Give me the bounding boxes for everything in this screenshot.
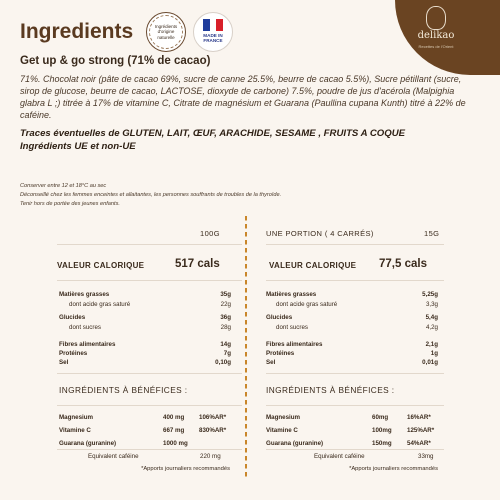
benefit-ar: 54%AR* — [407, 440, 431, 447]
origin-badge-text: Ingrédients d'origine naturelle — [154, 24, 178, 40]
france-badge-text: MADE IN FRANCE — [203, 33, 223, 44]
nutrient-value: 2,1g — [425, 341, 438, 348]
brand-tagline: Recettes de l'Orient — [418, 44, 454, 49]
right-cal-value: 77,5 cals — [379, 258, 427, 270]
benefit-ar: 830%AR* — [199, 427, 227, 434]
note-warning: Déconseillé chez les femmes enceintes et allaitantes, les personnes souffrants de troubles de la thyroïde. — [20, 191, 282, 198]
nutrient-row — [266, 314, 438, 321]
page-title: Ingredients — [20, 20, 134, 43]
nutrient-value: 5,4g — [425, 314, 438, 321]
benefit-ar: 16%AR* — [407, 414, 431, 421]
nutrient-row — [59, 359, 231, 366]
traces-text: Traces éventuelles de GLUTEN, LAIT, ŒUF, ARACHIDE, SESAME , FRUITS A COQUE — [20, 128, 406, 139]
benefit-amount: 100mg — [372, 427, 392, 434]
storage-notes — [20, 182, 480, 209]
nutrient-value: 5,25g — [422, 291, 438, 298]
nutrient-label: Sel — [266, 359, 276, 366]
benefit-amount: 60mg — [372, 414, 389, 421]
nutrient-value: 14g — [220, 341, 231, 348]
nutrient-row — [266, 291, 438, 298]
nutrient-value: 0,10g — [215, 359, 231, 366]
right-cal-rule — [266, 280, 444, 281]
nutrient-row — [59, 291, 231, 298]
natural-origin-badge — [146, 12, 186, 52]
left-caffeine-label: Equivalent caféine — [88, 453, 139, 460]
left-nutrient-rule — [57, 373, 242, 374]
left-benefits-title: INGRÉDIENTS À BÉNÉFICES : — [59, 385, 188, 395]
nutrient-label: Glucides — [59, 314, 86, 321]
nutrient-value: 36g — [220, 314, 231, 321]
nutrient-row — [59, 314, 231, 321]
nutrient-label: Matières grasses — [266, 291, 317, 298]
nutrient-value: 28g — [220, 324, 231, 331]
left-benefits-bottom-rule — [57, 449, 242, 450]
nutrient-label: Sel — [59, 359, 69, 366]
benefit-amount: 400 mg — [163, 414, 185, 421]
left-caffeine-value: 220 mg — [200, 453, 221, 460]
column-divider — [245, 216, 247, 478]
benefit-name: Magnesium — [266, 414, 301, 421]
benefit-name: Vitamine C — [266, 427, 298, 434]
french-flag-icon — [203, 19, 223, 31]
right-header-value: 15G — [424, 229, 440, 238]
nutrient-value: 4,2g — [425, 324, 438, 331]
benefit-name: Guarana (guranine) — [266, 440, 324, 447]
left-header-rule — [57, 244, 242, 245]
left-benefits-rule — [57, 405, 242, 406]
origin-line: Ingrédients UE et non-UE — [20, 140, 136, 152]
benefit-ar: 125%AR* — [407, 427, 435, 434]
left-cal-value: 517 cals — [175, 258, 220, 270]
made-in-france-badge — [193, 12, 233, 52]
benefit-ar: 106%AR* — [199, 414, 227, 421]
right-benefits-title: INGRÉDIENTS À BÉNÉFICES : — [266, 385, 395, 395]
ingredients-text: 71%. Chocolat noir (pâte de cacao 69%, sucre de canne 25.5%, beurre de cacao 5.5%), Sucre pétillant (sucre, sirop de glucose, beurre de cacao, LACTOSE, dioxyde de carbone) 7.5%, poudre de jus d'acérola (Malpighia glabra L ;) titrée à 17% de vitamine C, Citrate de magnésium et Guarana (Paullina cupana Kunth) titré à 22% de caféine. — [20, 74, 466, 120]
brand-face-icon — [426, 6, 446, 30]
benefit-name: Guarana (guranine) — [59, 440, 117, 447]
benefit-amount: 150mg — [372, 440, 392, 447]
nutrient-label: Matières grasses — [59, 291, 110, 298]
nutrient-label: Protéines — [59, 350, 88, 357]
benefit-name: Magnesium — [59, 414, 94, 421]
nutrient-row — [59, 341, 231, 348]
allergen-block — [20, 128, 480, 154]
left-cal-rule — [57, 280, 242, 281]
nutrient-value: 7g — [223, 350, 231, 357]
benefit-amount: 667 mg — [163, 427, 185, 434]
nutrient-label: dont sucres — [69, 324, 101, 331]
nutrient-value: 0,01g — [422, 359, 438, 366]
nutrient-row — [266, 301, 438, 308]
nutrient-label: Fibres alimentaires — [59, 341, 116, 348]
nutrient-row — [266, 324, 438, 331]
right-caffeine-label: Equivalent caféine — [314, 453, 365, 460]
right-header-label: UNE PORTION ( 4 CARRÉS) — [266, 229, 374, 238]
benefit-name: Vitamine C — [59, 427, 91, 434]
right-benefits-rule — [266, 405, 444, 406]
note-storage: Conserver entre 12 et 18°C au sec — [20, 183, 107, 189]
right-benefits-bottom-rule — [266, 449, 444, 450]
nutrient-row — [59, 350, 231, 357]
nutrient-value: 3,3g — [425, 301, 438, 308]
nutrient-value: 22g — [220, 301, 231, 308]
nutrient-row — [266, 350, 438, 357]
nutrient-value: 1g — [430, 350, 438, 357]
note-children: Tenir hors de portée des jeunes enfants. — [20, 200, 120, 207]
nutrient-row — [266, 359, 438, 366]
left-cal-label: VALEUR CALORIQUE — [57, 261, 145, 270]
nutrient-label: dont sucres — [276, 324, 308, 331]
product-name: Get up & go strong (71% de cacao) — [20, 55, 211, 67]
nutrient-row — [266, 341, 438, 348]
right-cal-label: VALEUR CALORIQUE — [269, 261, 357, 270]
right-footnote: *Apports journaliers recommandés — [349, 466, 438, 472]
nutrient-label: Glucides — [266, 314, 293, 321]
nutrient-label: dont acide gras saturé — [276, 301, 338, 308]
left-footnote: *Apports journaliers recommandés — [141, 466, 230, 472]
right-nutrient-rule — [266, 373, 444, 374]
right-caffeine-value: 33mg — [418, 453, 434, 460]
left-header: 100G — [200, 229, 220, 238]
nutrient-label: dont acide gras saturé — [69, 301, 131, 308]
right-header-rule — [266, 244, 444, 245]
nutrient-row — [59, 301, 231, 308]
nutrient-value: 35g — [220, 291, 231, 298]
nutrient-row — [59, 324, 231, 331]
brand-name: delikao — [417, 30, 455, 41]
nutrient-label: Protéines — [266, 350, 295, 357]
nutrient-label: Fibres alimentaires — [266, 341, 323, 348]
benefit-amount: 1000 mg — [163, 440, 188, 447]
